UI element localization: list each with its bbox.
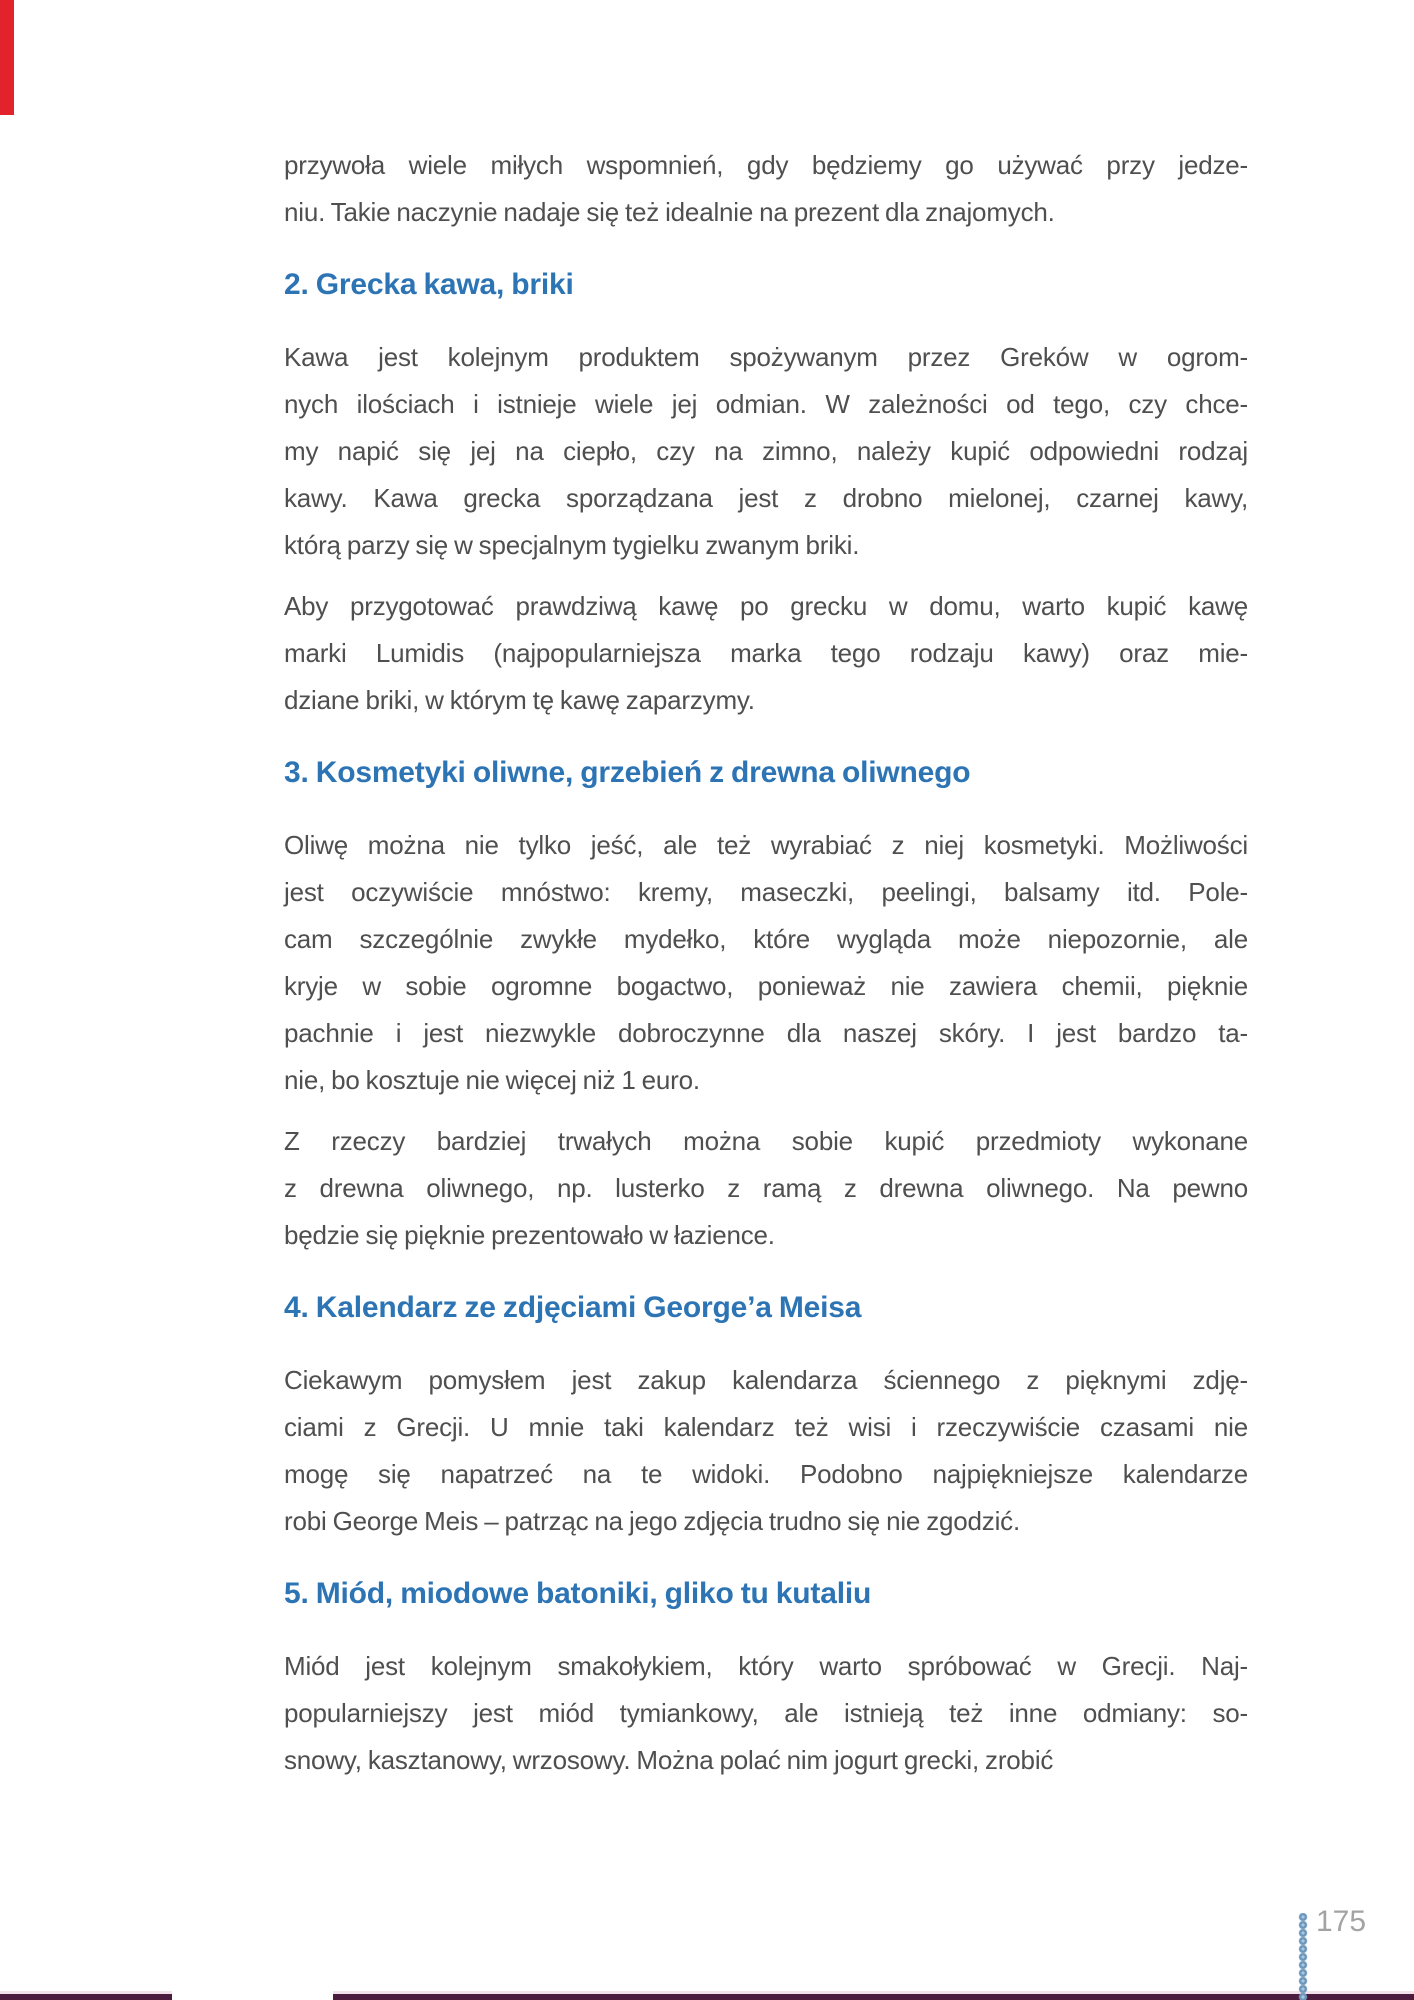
text-column — [284, 142, 1248, 1798]
text-line: przywoła wiele miłych wspomnień, gdy będziemy go używać przy jedze- — [284, 150, 1248, 180]
paragraph — [284, 1118, 1248, 1259]
paragraph — [284, 142, 1248, 236]
text-line: ciami z Grecji. U mnie taki kalendarz też wisi i rzeczywiście czasami nie — [284, 1412, 1248, 1442]
section-heading: 5. Miód, miodowe batoniki, gliko tu kutaliu — [284, 1577, 872, 1610]
text-line: Z rzeczy bardziej trwałych można sobie kupić przedmioty wykonane — [284, 1126, 1248, 1156]
text-line: popularniejszy jest miód tymiankowy, ale istnieją też inne odmiany: so- — [284, 1698, 1248, 1728]
bottom-border-left-segment — [0, 1991, 172, 2000]
text-line: Oliwę można nie tylko jeść, ale też wyrabiać z niej kosmetyki. Możliwości — [284, 830, 1248, 860]
red-accent-bar — [0, 0, 14, 115]
text-line: nych ilościach i istnieje wiele jej odmian. W zależności od tego, czy chce- — [284, 389, 1248, 419]
dotted-bead-line — [1297, 1913, 1309, 2000]
text-line: kawy. Kawa grecka sporządzana jest z drobno mielonej, czarnej kawy, — [284, 483, 1248, 513]
paragraph — [284, 1357, 1248, 1545]
text-line: mogę się napatrzeć na te widoki. Podobno najpiękniejsze kalendarze — [284, 1459, 1248, 1489]
text-line: pachnie i jest niezwykle dobroczynne dla naszej skóry. I jest bardzo ta- — [284, 1018, 1248, 1048]
text-line: Aby przygotować prawdziwą kawę po grecku w domu, warto kupić kawę — [284, 591, 1248, 621]
paragraph — [284, 822, 1248, 1104]
section-heading: 2. Grecka kawa, briki — [284, 268, 574, 301]
page-number: 175 — [1316, 1905, 1367, 1938]
text-line: my napić się jej na ciepło, czy na zimno, należy kupić odpowiedni rodzaj — [284, 436, 1248, 466]
text-line: jest oczywiście mnóstwo: kremy, maseczki, peelingi, balsamy itd. Pole- — [284, 877, 1248, 907]
section-heading: 4. Kalendarz ze zdjęciami George’a Meisa — [284, 1291, 862, 1324]
section-heading: 3. Kosmetyki oliwne, grzebień z drewna oliwnego — [284, 756, 971, 789]
text-line: kryje w sobie ogromne bogactwo, ponieważ nie zawiera chemii, pięknie — [284, 971, 1248, 1001]
text-line: będzie się pięknie prezentowało w łazience. — [284, 1220, 775, 1250]
text-line: Miód jest kolejnym smakołykiem, który warto spróbować w Grecji. Naj- — [284, 1651, 1248, 1681]
text-line: Kawa jest kolejnym produktem spożywanym przez Greków w ogrom- — [284, 342, 1248, 372]
text-line: snowy, kasztanowy, wrzosowy. Można polać nim jogurt grecki, zrobić — [284, 1745, 1054, 1775]
bottom-border-right-segment — [333, 1991, 1414, 2000]
text-line: marki Lumidis (najpopularniejsza marka tego rodzaju kawy) oraz mie- — [284, 638, 1248, 668]
text-line: którą parzy się w specjalnym tygielku zwanym briki. — [284, 530, 860, 560]
text-line: niu. Takie naczynie nadaje się też idealnie na prezent dla znajomych. — [284, 197, 1055, 227]
text-line: Ciekawym pomysłem jest zakup kalendarza ściennego z pięknymi zdję- — [284, 1365, 1248, 1395]
text-line: dziane briki, w którym tę kawę zaparzymy. — [284, 685, 755, 715]
paragraph — [284, 334, 1248, 569]
paragraph — [284, 583, 1248, 724]
text-line: nie, bo kosztuje nie więcej niż 1 euro. — [284, 1065, 700, 1095]
text-line: z drewna oliwnego, np. lusterko z ramą z drewna oliwnego. Na pewno — [284, 1173, 1248, 1203]
text-line: cam szczególnie zwykłe mydełko, które wygląda może niepozornie, ale — [284, 924, 1248, 954]
paragraph — [284, 1643, 1248, 1784]
text-line: robi George Meis – patrząc na jego zdjęcia trudno się nie zgodzić. — [284, 1506, 1020, 1536]
